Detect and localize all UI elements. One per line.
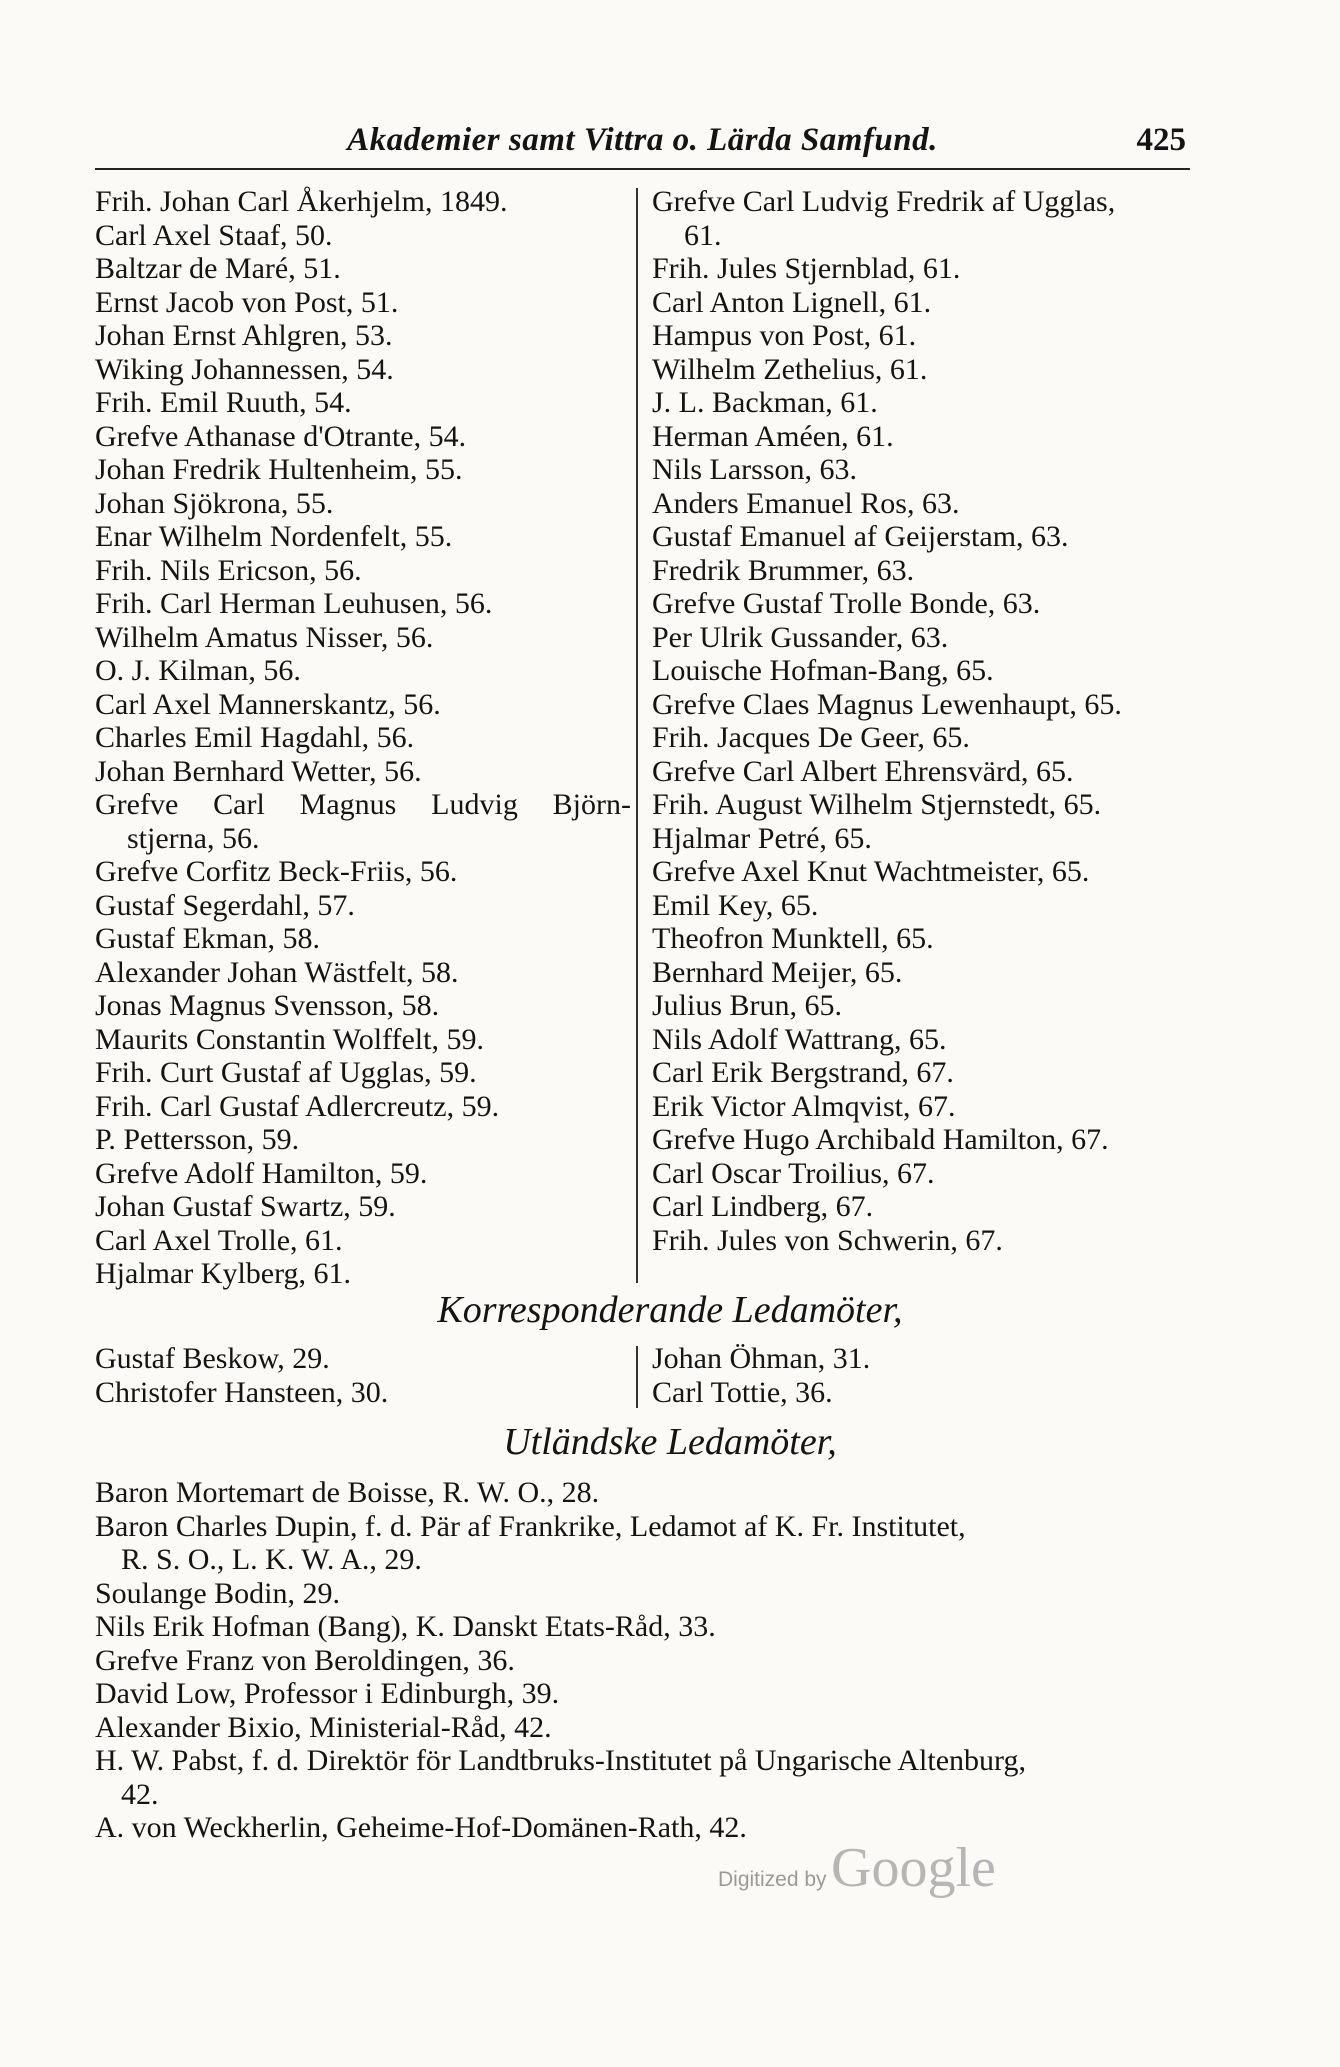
member-entry: Frih. Carl Herman Leuhusen, 56.: [95, 587, 493, 620]
member-entry: Erik Victor Almqvist, 67.: [652, 1089, 956, 1123]
member-entry: Gustaf Ekman, 58.: [95, 922, 320, 955]
member-entry: O. J. Kilman, 56.: [95, 654, 301, 687]
member-entry: Baltzar de Maré, 51.: [95, 252, 341, 285]
member-entry: Emil Key, 65.: [652, 888, 819, 922]
member-entry: Nils Larsson, 63.: [652, 453, 857, 486]
member-entry-continuation: R. S. O., L. K. W. A., 29.: [121, 1543, 422, 1576]
member-entry: Gustaf Emanuel af Geijerstam, 63.: [652, 520, 1069, 553]
member-entry: A. von Weckherlin, Geheime-Hof-Domänen-Rath, 42.: [95, 1811, 747, 1844]
member-entry: P. Pettersson, 59.: [95, 1123, 300, 1156]
member-entry: Johan Öhman, 31.: [652, 1342, 871, 1375]
member-entry: Johan Ernst Ahlgren, 53.: [95, 319, 393, 352]
member-entry: H. W. Pabst, f. d. Direktör för Landtbruks-Institutet på Ungarische Altenburg,: [95, 1744, 1026, 1777]
member-entry: Grefve Hugo Archibald Hamilton, 67.: [652, 1123, 1109, 1156]
member-entry: Soulange Bodin, 29.: [95, 1576, 340, 1610]
member-entry: Charles Emil Hagdahl, 56.: [95, 721, 415, 754]
member-entry: Grefve Axel Knut Wachtmeister, 65.: [652, 855, 1090, 888]
member-entry: Bernhard Meijer, 65.: [652, 955, 903, 989]
member-entry: Carl Tottie, 36.: [652, 1375, 833, 1409]
member-entry: David Low, Professor i Edinburgh, 39.: [95, 1677, 560, 1710]
member-entry: Wilhelm Amatus Nisser, 56.: [95, 620, 434, 654]
member-entry: Carl Axel Mannerskantz, 56.: [95, 687, 441, 721]
member-entry: Maurits Constantin Wolffelt, 59.: [95, 1022, 484, 1056]
google-logo: Google: [831, 1837, 996, 1899]
page-header: [95, 118, 1190, 170]
member-entry: Jonas Magnus Svensson, 58.: [95, 989, 440, 1022]
member-entry: Hjalmar Petré, 65.: [652, 821, 872, 855]
member-entry: Frih. Emil Ruuth, 54.: [95, 386, 352, 419]
members-right-column: [652, 185, 1197, 1257]
watermark-prefix: Digitized by: [718, 1868, 827, 1891]
member-entry: Johan Bernhard Wetter, 56.: [95, 754, 422, 788]
member-entry: Enar Wilhelm Nordenfelt, 55.: [95, 520, 453, 553]
member-entry: Julius Brun, 65.: [652, 989, 843, 1022]
member-entry: Theofron Munktell, 65.: [652, 922, 934, 955]
member-entry: Grefve Carl Albert Ehrensvärd, 65.: [652, 754, 1074, 788]
member-entry: Carl Erik Bergstrand, 67.: [652, 1056, 954, 1089]
member-entry: Alexander Bixio, Ministerial-Råd, 42.: [95, 1710, 552, 1744]
member-entry: Carl Anton Lignell, 61.: [652, 285, 932, 319]
member-entry: Nils Erik Hofman (Bang), K. Danskt Etats-Råd, 33.: [95, 1610, 716, 1643]
member-entry: Frih. Nils Ericson, 56.: [95, 553, 362, 587]
member-entry: Carl Axel Trolle, 61.: [95, 1223, 343, 1257]
corresponding-left-column: [95, 1342, 631, 1409]
member-entry: Nils Adolf Wattrang, 65.: [652, 1022, 947, 1056]
member-entry: Ernst Jacob von Post, 51.: [95, 285, 399, 319]
members-left-column: [95, 185, 631, 1291]
member-entry: Wilhelm Zethelius, 61.: [652, 352, 928, 386]
member-entry: Baron Charles Dupin, f. d. Pär af Frankrike, Ledamot af K. Fr. Institutet,: [95, 1509, 966, 1543]
member-entry: Alexander Johan Wästfelt, 58.: [95, 955, 459, 989]
column-divider: [636, 188, 638, 1283]
member-entry: Frih. Jules von Schwerin, 67.: [652, 1223, 1003, 1257]
member-entry: Grefve Carl Ludvig Fredrik af Ugglas,: [652, 185, 1116, 218]
member-entry: Frih. Johan Carl Åkerhjelm, 1849.: [95, 185, 508, 218]
member-entry: Fredrik Brummer, 63.: [652, 553, 915, 587]
member-entry: Hampus von Post, 61.: [652, 319, 917, 352]
member-entry: Frih. Jules Stjernblad, 61.: [652, 252, 961, 285]
page-number: 425: [1136, 122, 1186, 158]
member-entry: Grefve Gustaf Trolle Bonde, 63.: [652, 587, 1041, 620]
member-entry-continuation: 42.: [121, 1777, 159, 1811]
member-entry: Baron Mortemart de Boisse, R. W. O., 28.: [95, 1476, 600, 1509]
member-entry: Herman Améen, 61.: [652, 419, 894, 453]
member-entry: Frih. Curt Gustaf af Ugglas, 59.: [95, 1056, 477, 1089]
member-entry-continuation: 61.: [684, 218, 722, 252]
member-entry: Hjalmar Kylberg, 61.: [95, 1257, 352, 1290]
member-entry: Carl Lindberg, 67.: [652, 1190, 874, 1223]
member-entry: Grefve Corfitz Beck-Friis, 56.: [95, 855, 458, 888]
member-entry: Grefve Athanase d'Otrante, 54.: [95, 419, 467, 453]
member-entry: Frih. August Wilhelm Stjernstedt, 65.: [652, 788, 1102, 821]
foreign-members-heading: Utländske Ledamöter,: [503, 1421, 837, 1463]
member-entry: Johan Gustaf Swartz, 59.: [95, 1190, 396, 1223]
column-divider: [636, 1346, 638, 1408]
corresponding-members-heading: Korresponderande Ledamöter,: [437, 1289, 903, 1331]
member-entry-continuation: stjerna, 56.: [127, 821, 260, 855]
member-entry: J. L. Backman, 61.: [652, 386, 878, 419]
member-entry: Grefve Claes Magnus Lewenhaupt, 65.: [652, 687, 1122, 721]
member-entry: Frih. Jacques De Geer, 65.: [652, 721, 970, 754]
member-entry: Gustaf Segerdahl, 57.: [95, 888, 355, 922]
foreign-members-list: [95, 1476, 1195, 1845]
member-entry: Carl Axel Staaf, 50.: [95, 218, 333, 252]
member-entry: Per Ulrik Gussander, 63.: [652, 620, 949, 654]
member-entry: Wiking Johannessen, 54.: [95, 352, 394, 386]
member-entry: Grefve Franz von Beroldingen, 36.: [95, 1643, 515, 1677]
member-entry: Carl Oscar Troilius, 67.: [652, 1156, 935, 1190]
member-entry: Frih. Carl Gustaf Adlercreutz, 59.: [95, 1089, 500, 1123]
member-entry: Grefve Adolf Hamilton, 59.: [95, 1156, 428, 1190]
member-entry: Gustaf Beskow, 29.: [95, 1342, 330, 1375]
member-entry: Christofer Hansteen, 30.: [95, 1375, 389, 1409]
member-entry: Louische Hofman-Bang, 65.: [652, 654, 994, 687]
member-entry: Johan Fredrik Hultenheim, 55.: [95, 453, 463, 486]
member-entry: Johan Sjökrona, 55.: [95, 486, 334, 520]
member-entry: Grefve Carl Magnus Ludvig Björn-: [95, 788, 631, 821]
corresponding-right-column: [652, 1342, 1197, 1409]
member-entry: Anders Emanuel Ros, 63.: [652, 486, 960, 520]
digitization-watermark: [718, 1836, 996, 1900]
running-title: Akademier samt Vittra o. Lärda Samfund.: [347, 122, 938, 158]
